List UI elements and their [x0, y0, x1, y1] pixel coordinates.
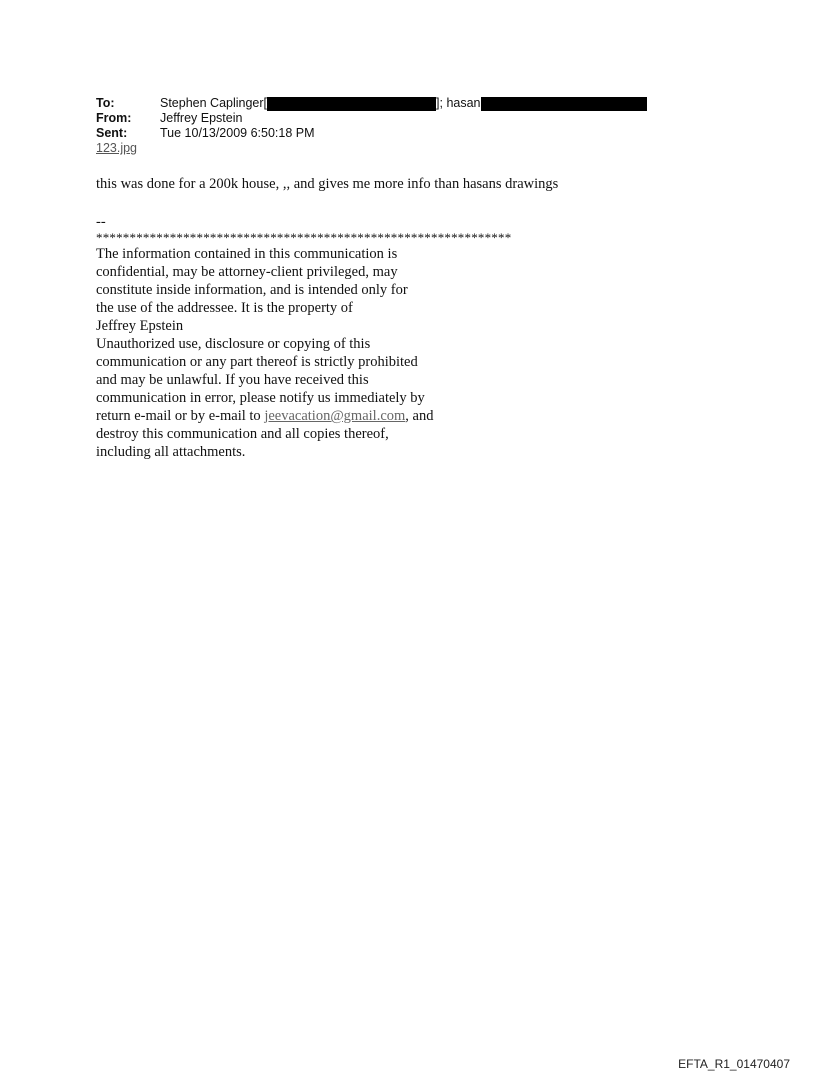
disclaimer-line: the use of the addressee. It is the property of — [96, 300, 353, 316]
disclaimer-line: Jeffrey Epstein — [96, 318, 184, 334]
disclaimer-line: The information contained in this communication is — [96, 246, 398, 262]
document-id: EFTA_R1_01470407 — [678, 1057, 790, 1071]
separator-stars: ************************************************************** — [96, 230, 512, 245]
disclaimer-line: and may be unlawful. If you have received this — [96, 372, 369, 388]
disclaimer-line: communication in error, please notify us immediately by — [96, 390, 425, 406]
redaction-box — [481, 97, 647, 111]
email-link[interactable]: jeevacation@gmail.com — [264, 408, 406, 424]
attachment-row — [96, 141, 647, 156]
to-name: Stephen Caplinger — [160, 96, 264, 110]
to-close: ]; hasan — [436, 96, 481, 110]
disclaimer-line-email — [96, 407, 696, 425]
disclaimer-line: Unauthorized use, disclosure or copying of this — [96, 336, 371, 352]
signature-dash: -- — [96, 214, 106, 230]
sent-value: Tue 10/13/2009 6:50:18 PM — [160, 126, 315, 140]
disclaimer-line: constitute inside information, and is intended only for — [96, 282, 408, 298]
email-header — [96, 96, 647, 156]
to-row — [96, 96, 647, 111]
disclaimer-line: including all attachments. — [96, 444, 246, 460]
email-body — [96, 175, 696, 461]
sent-row — [96, 126, 647, 141]
disclaimer-line: communication or any part thereof is strictly prohibited — [96, 354, 418, 370]
redaction-box — [267, 97, 436, 111]
return-suffix: , and — [405, 408, 434, 424]
from-row — [96, 111, 647, 126]
disclaimer-line: destroy this communication and all copies thereof, — [96, 426, 389, 442]
message-text: this was done for a 200k house, ,, and gives me more info than hasans drawings — [96, 176, 559, 192]
to-open-bracket: [ — [263, 96, 268, 110]
from-value: Jeffrey Epstein — [160, 111, 243, 125]
to-label: To: — [96, 96, 115, 110]
disclaimer-line: confidential, may be attorney-client privileged, may — [96, 264, 398, 280]
from-label: From: — [96, 111, 132, 125]
sent-label: Sent: — [96, 126, 128, 140]
attachment-link[interactable]: 123.jpg — [96, 141, 138, 155]
return-prefix: return e-mail or by e-mail to — [96, 408, 265, 424]
